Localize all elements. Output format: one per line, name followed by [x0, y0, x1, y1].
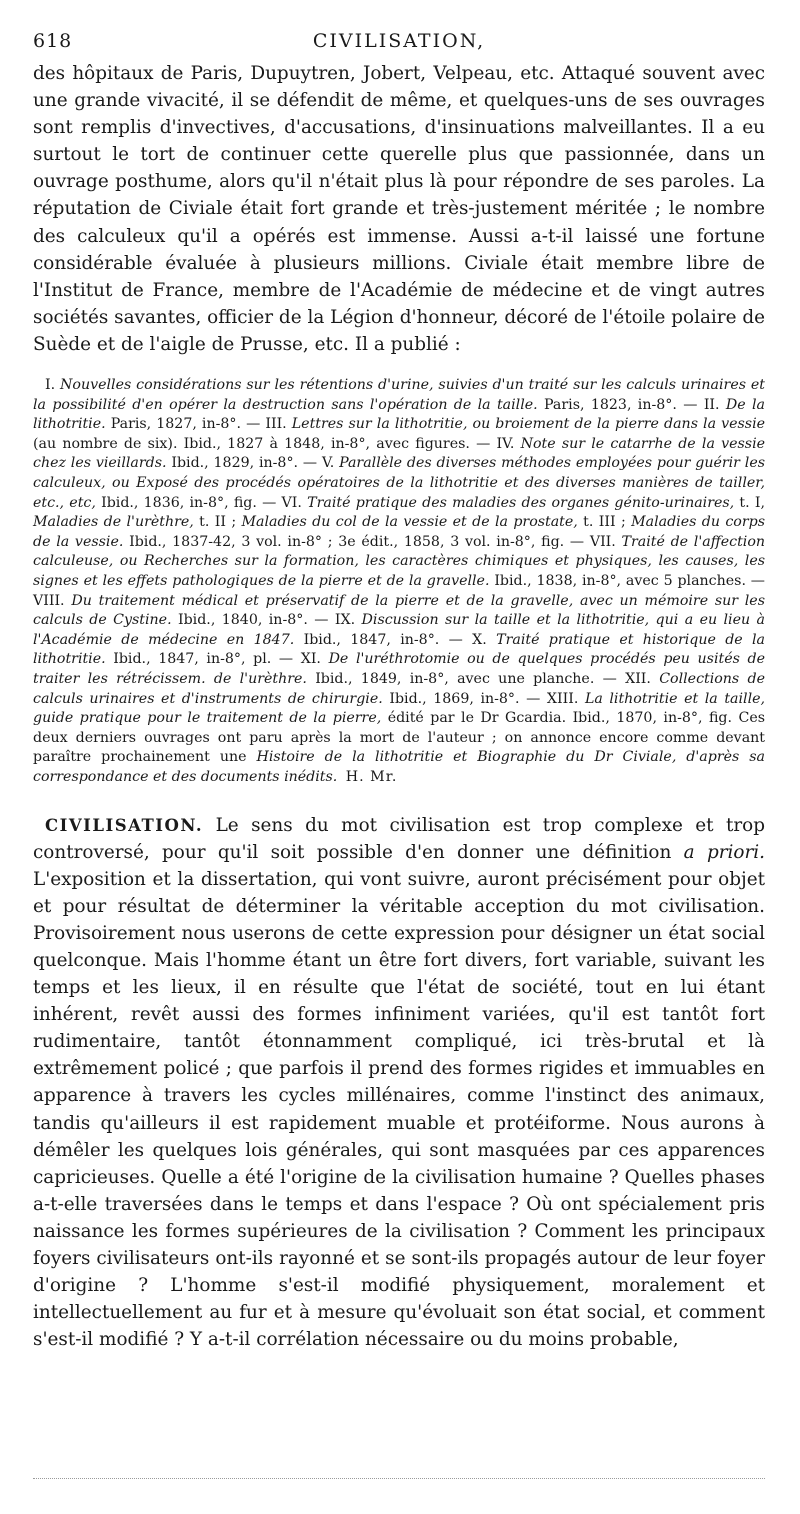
work-publication: Paris, 1823, in-8°. —: [544, 396, 698, 413]
entry-text: L'exposition et la dissertation, qui vont suivre, auront précisément pour objet et pour résultat de déterminer la véritable acception du mot civilisation. Provisoirement nous userons de cette expression pour désigner un état social quelconque. Mais l'homme étant un être fort divers, fort variable, suivant les temps et les lieux, il en résulte que l'état de société, tout en lui étant inhérent, revêt aussi des formes infiniment variées, qu'il est tantôt fort rudimentaire, tantôt étonnamment compliqué, ici très-brutal et là extrêmement policé ; que parfois il prend des formes rigides et immuables en apparence à travers les cycles millénaires, comme l'instinct des animaux, tandis qu'ailleurs il est rapidement muable et protéiforme. Nous aurons à démêler les quelques lois générales, qui sont masquées par ces apparences capricieuses. Quelle a été l'origine de la civilisation humaine ? Quelles phases a-t-elle traversées dans le temps et dans l'espace ? Où ont spécialement pris naissance les formes supérieures de la civilisation ? Comment les principaux foyers civilisateurs ont-ils rayonné et se sont-ils propagés autour de leur foyer d'origine ? L'homme s'est-il modifié physiquement, moralement et intellectuellement au fur et à mesure qu'évoluait son état social, et comment s'est-il modifié ? Y a-t-il corrélation nécessaire ou du moins probable,: [33, 868, 765, 1351]
running-title: CIVILISATION,: [312, 30, 486, 52]
work-publication: édité par le Dr Gcardia. Ibid., 1870, in-8°, fig.: [387, 710, 733, 727]
work-title: Traité pratique et historique de la lithotritie.: [33, 631, 766, 668]
work-publication: Ibid., 1847, in-8°, pl. —: [113, 651, 294, 668]
work-subtitle: Maladies de l'urèthre,: [33, 514, 194, 531]
work-publication: Ibid., 1838, in-8°, avec 5 planches. —: [494, 572, 765, 589]
work-publication: Ibid., 1840, in-8°. —: [178, 612, 329, 629]
author-signature: H. Mr.: [345, 768, 398, 785]
work-title: La lithotritie et la taille, guide pratique pour le traitement de la pierre,: [33, 690, 766, 727]
work-publication: t. II ;: [199, 514, 237, 531]
work-title: Traité de l'affection calculeuse, ou Recherches sur la formation, les caractères chimiques et physiques, les causes, les signes et les effets pathologiques de la pierre et de la gravelle.: [33, 533, 766, 589]
work-number: VI.: [281, 494, 302, 511]
document-page: [33, 26, 765, 1353]
entry-text: Le sens du mot civilisation est trop complexe et trop controversé, pour qu'il soit possible d'en donner une définition: [33, 814, 765, 863]
work-number: I.: [45, 377, 56, 394]
work-publication: Ibid., 1837-42, 3 vol. in-8° ; 3e édit., 1858, 3 vol. in-8°, fig. —: [129, 533, 585, 550]
work-title: Parallèle des diverses méthodes employées pour guérir les calculeux, ou Exposé des procédés opératoires de la lithotritie et des diverses manières de tailler, etc., etc,: [33, 455, 766, 511]
civilisation-entry: [33, 812, 765, 1354]
work-publication: Ibid., 1849, in-8°, avec une planche. —: [315, 670, 617, 687]
entry-headword: CIVILISATION.: [45, 815, 204, 835]
work-number: VIII.: [33, 592, 65, 609]
work-number: V.: [321, 455, 335, 472]
work-subtitle: Maladies du corps de la vessie.: [33, 514, 765, 550]
work-title: De la lithotritie.: [33, 396, 766, 433]
work-publication: Ibid., 1847, in-8°. —: [303, 631, 463, 648]
work-number: III.: [265, 416, 287, 433]
work-publication: t. I,: [739, 494, 765, 511]
work-number: XI.: [300, 651, 321, 668]
work-publication: Paris, 1827, in-8°. —: [110, 416, 261, 433]
footer-rule: [33, 1478, 765, 1479]
work-publication: Ibid., 1836, in-8°, fig. —: [101, 494, 277, 511]
closing-note: Ces deux derniers ouvrages ont paru après la mort de l'auteur ; on annonce encore comme devant paraître prochainement une: [33, 710, 766, 766]
work-title: Collections de calculs urinaires et d'instruments de chirurgie.: [33, 670, 765, 707]
work-number: XIII.: [546, 690, 579, 707]
work-publication: Ibid., 1869, in-8°. —: [389, 690, 541, 707]
work-publication: Ibid., 1829, in-8°. —: [171, 455, 318, 472]
work-number: VII.: [589, 533, 616, 550]
work-number: XII.: [625, 670, 651, 687]
work-publication: t. III ;: [583, 514, 626, 531]
work-title: Discussion sur la taille et la lithotritie, qui a eu lieu à l'Académie de médecine en 1847.: [33, 612, 766, 648]
work-title: Nouvelles considérations sur les rétentions d'urine, suivies d'un traité sur les calculs urinaires et la possibilité d'en opérer la destruction sans l'opération de la taille.: [33, 377, 765, 413]
work-number: X.: [472, 631, 487, 648]
work-number: IV.: [496, 435, 515, 452]
work-title: Lettres sur la lithotritie, ou broiement de la pierre dans la vessie: [291, 416, 766, 433]
work-number: II.: [703, 396, 720, 413]
work-number: IX.: [334, 612, 356, 629]
bibliography-paragraph: [33, 376, 765, 787]
work-title: Du traitement médical et préservatif de la pierre et de la gravelle, avec un mémoire sur les calculs de Cystine.: [33, 592, 765, 629]
page-header: [33, 26, 765, 60]
forthcoming-title: Histoire de la lithotritie et Biographie du Dr Civiale, d'après sa correspondance et des documents inédits.: [33, 749, 765, 785]
work-publication: (au nombre de six). Ibid., 1827 à 1848, in-8°, avec figures. —: [33, 435, 491, 452]
entry-emphasis: a priori.: [683, 841, 765, 863]
intro-paragraph: des hôpitaux de Paris, Dupuytren, Jobert, Velpeau, etc. Attaqué souvent avec une grande vivacité, il se défendit de même, et quelques-uns de ses ouvrages sont remplis d'invectives, d'accusations, d'insinuations malveillantes. Il a eu surtout le tort de continuer cette querelle plus que passionnée, dans un ouvrage posthume, alors qu'il n'était plus là pour répondre de ses paroles. La réputation de Civiale était fort grande et très-justement méritée ; le nombre des calculeux qu'il a opérés est immense. Aussi a-t-il laissé une fortune considérable évaluée à plusieurs millions. Civiale était membre libre de l'Institut de France, membre de l'Académie de médecine et de vingt autres sociétés savantes, officier de la Légion d'honneur, décoré de l'étoile polaire de Suède et de l'aigle de Prusse, etc. Il a publié :: [33, 63, 765, 355]
page-number: 618: [33, 30, 73, 52]
work-title: Note sur le catarrhe de la vessie chez les vieillards.: [33, 435, 766, 472]
work-title: Traité pratique des maladies des organes génito-urinaires,: [307, 494, 735, 511]
work-subtitle: Maladies du col de la vessie et de la prostate,: [241, 514, 578, 531]
work-title: De l'uréthrotomie ou de quelques procédés peu usités de traiter les rétrécissem. de l'urèthre.: [33, 651, 765, 687]
